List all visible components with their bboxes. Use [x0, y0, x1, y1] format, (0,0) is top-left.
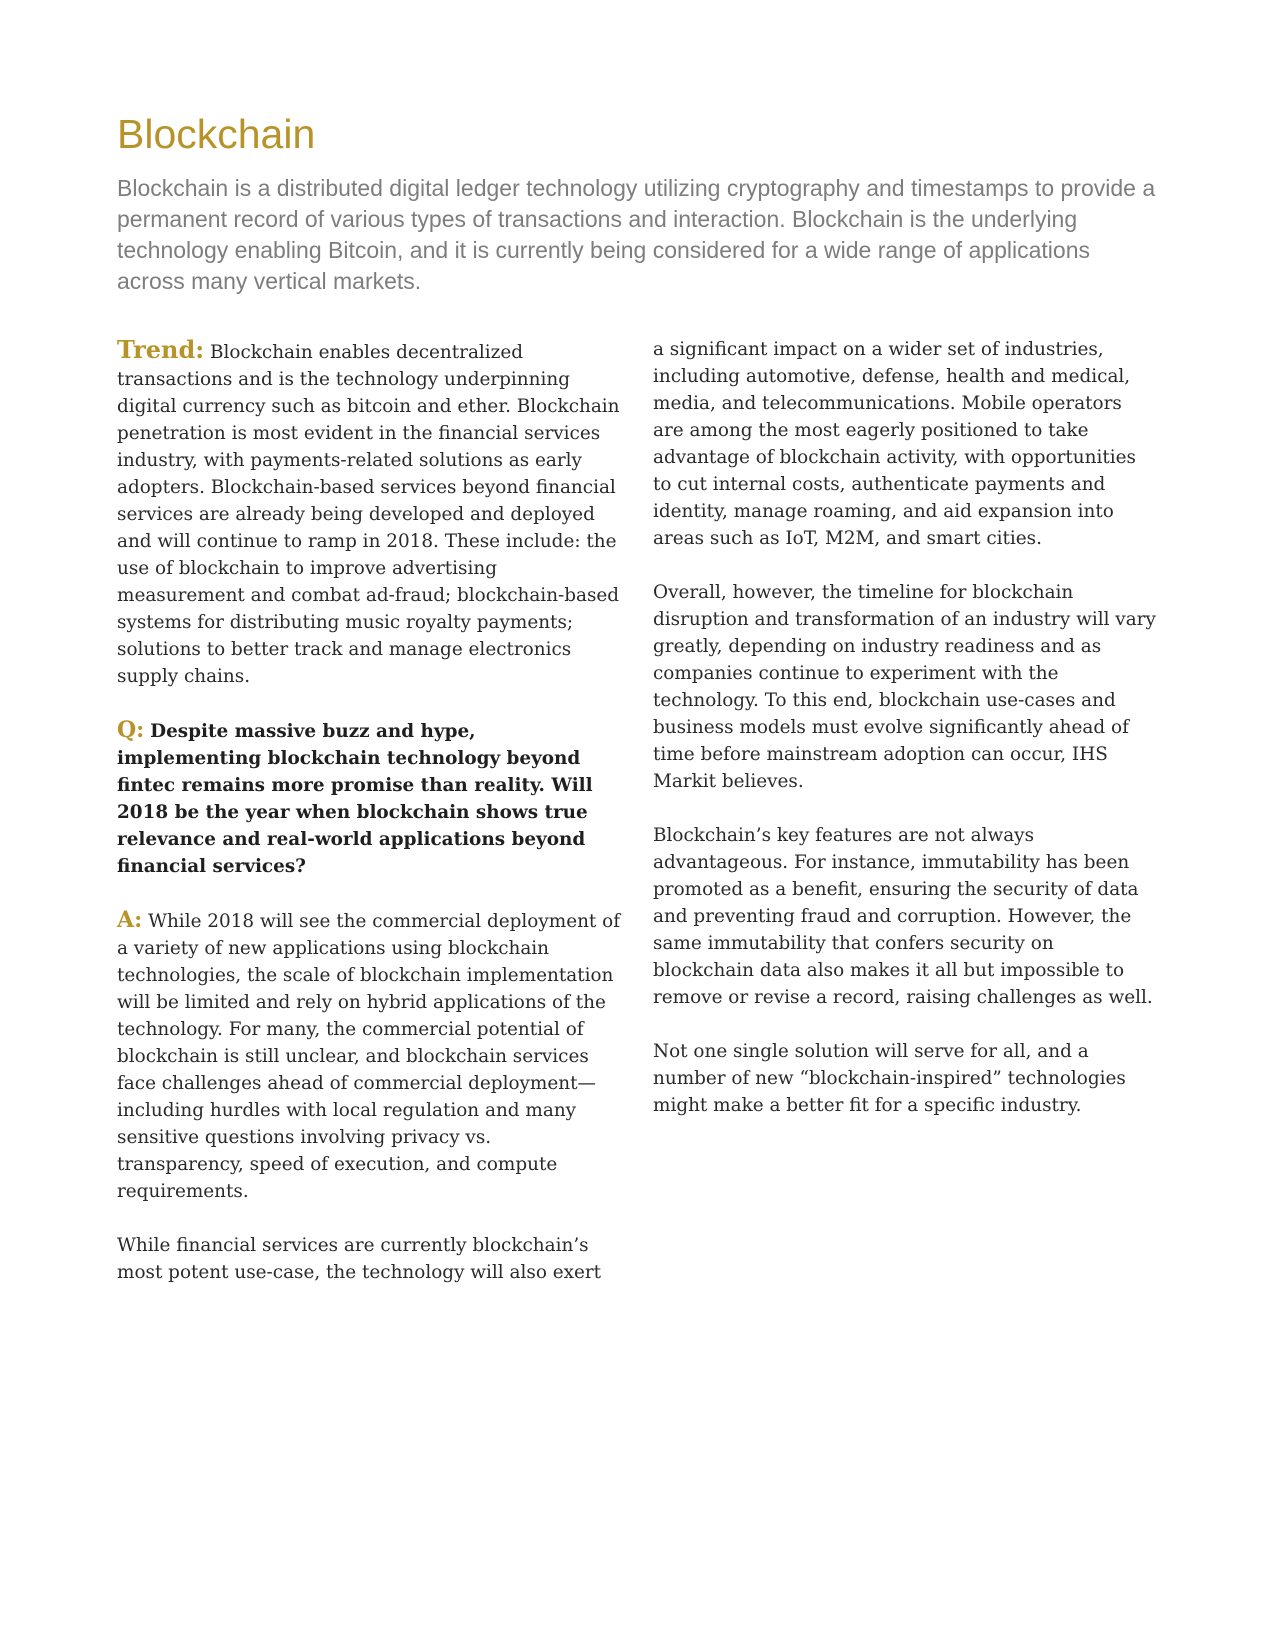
- article-columns: [117, 336, 1157, 1313]
- trend-paragraph: [117, 336, 621, 690]
- key-features-paragraph: Blockchain’s key features are not always advantageous. For instance, immutability has been promoted as a benefit, ensuring the security of data and preventing fraud and corruption. However, the same immutability that confers security on blockchain data also makes it all but impossible to remove or revise a record, raising challenges as well.: [653, 825, 1153, 1008]
- question-paragraph: [117, 717, 621, 880]
- trend-label: Trend:: [117, 335, 205, 364]
- financial-services-paragraph: While financial services are currently blockchain’s most potent use-case, the technology will also exert: [117, 1235, 602, 1283]
- left-column: [117, 336, 621, 1313]
- question-text: Despite massive buzz and hype, implementing blockchain technology beyond fintec remains more promise than reality. Will 2018 be the year when blockchain shows true relevance and real-world applications beyond financial services?: [117, 721, 593, 877]
- conclusion-paragraph: Not one single solution will serve for all, and a number of new “blockchain-inspired” technologies might make a better fit for a specific industry.: [653, 1041, 1126, 1116]
- answer-text: While 2018 will see the commercial deployment of a variety of new applications using blockchain technologies, the scale of blockchain implementation will be limited and rely on hybrid applications of the technology. For many, the commercial potential of blockchain is still unclear, and blockchain services face challenges ahead of commercial deployment—including hurdles with local regulation and many sensitive questions involving privacy vs. transparency, speed of execution, and compute requirements.: [117, 911, 621, 1202]
- timeline-paragraph: Overall, however, the timeline for blockchain disruption and transformation of an industry will vary greatly, depending on industry readiness and as companies continue to experiment with the technology. To this end, blockchain use-cases and business models must evolve significantly ahead of time before mainstream adoption can occur, IHS Markit believes.: [653, 582, 1156, 792]
- answer-label: A:: [117, 907, 143, 933]
- question-label: Q:: [117, 717, 145, 743]
- answer-paragraph: [117, 907, 621, 1205]
- intro-paragraph: Blockchain is a distributed digital ledger technology utilizing cryptography and timestamps to provide a permanent record of various types of transactions and interaction. Blockchain is the underlying technology enabling Bitcoin, and it is currently being considered for a wide range of applications across many vertical markets.: [117, 175, 1156, 294]
- right-column: [653, 336, 1157, 1313]
- trend-text: Blockchain enables decentralized transactions and is the technology underpinning digital currency such as bitcoin and ether. Blockchain penetration is most evident in the financial services industry, with payments-related solutions as early adopters. Blockchain-based services beyond financial services are already being developed and deployed and will continue to ramp in 2018. These include: the use of blockchain to improve advertising measurement and combat ad-fraud; blockchain-based systems for distributing music royalty payments; solutions to better track and manage electronics supply chains.: [117, 342, 620, 687]
- industries-paragraph: a significant impact on a wider set of industries, including automotive, defense, health and medical, media, and telecommunications. Mobile operators are among the most eagerly positioned to take advantage of blockchain activity, with opportunities to cut internal costs, authenticate payments and identity, manage roaming, and aid expansion into areas such as IoT, M2M, and smart cities.: [653, 339, 1136, 549]
- page-title: Blockchain: [117, 111, 316, 157]
- page: [117, 108, 1156, 1283]
